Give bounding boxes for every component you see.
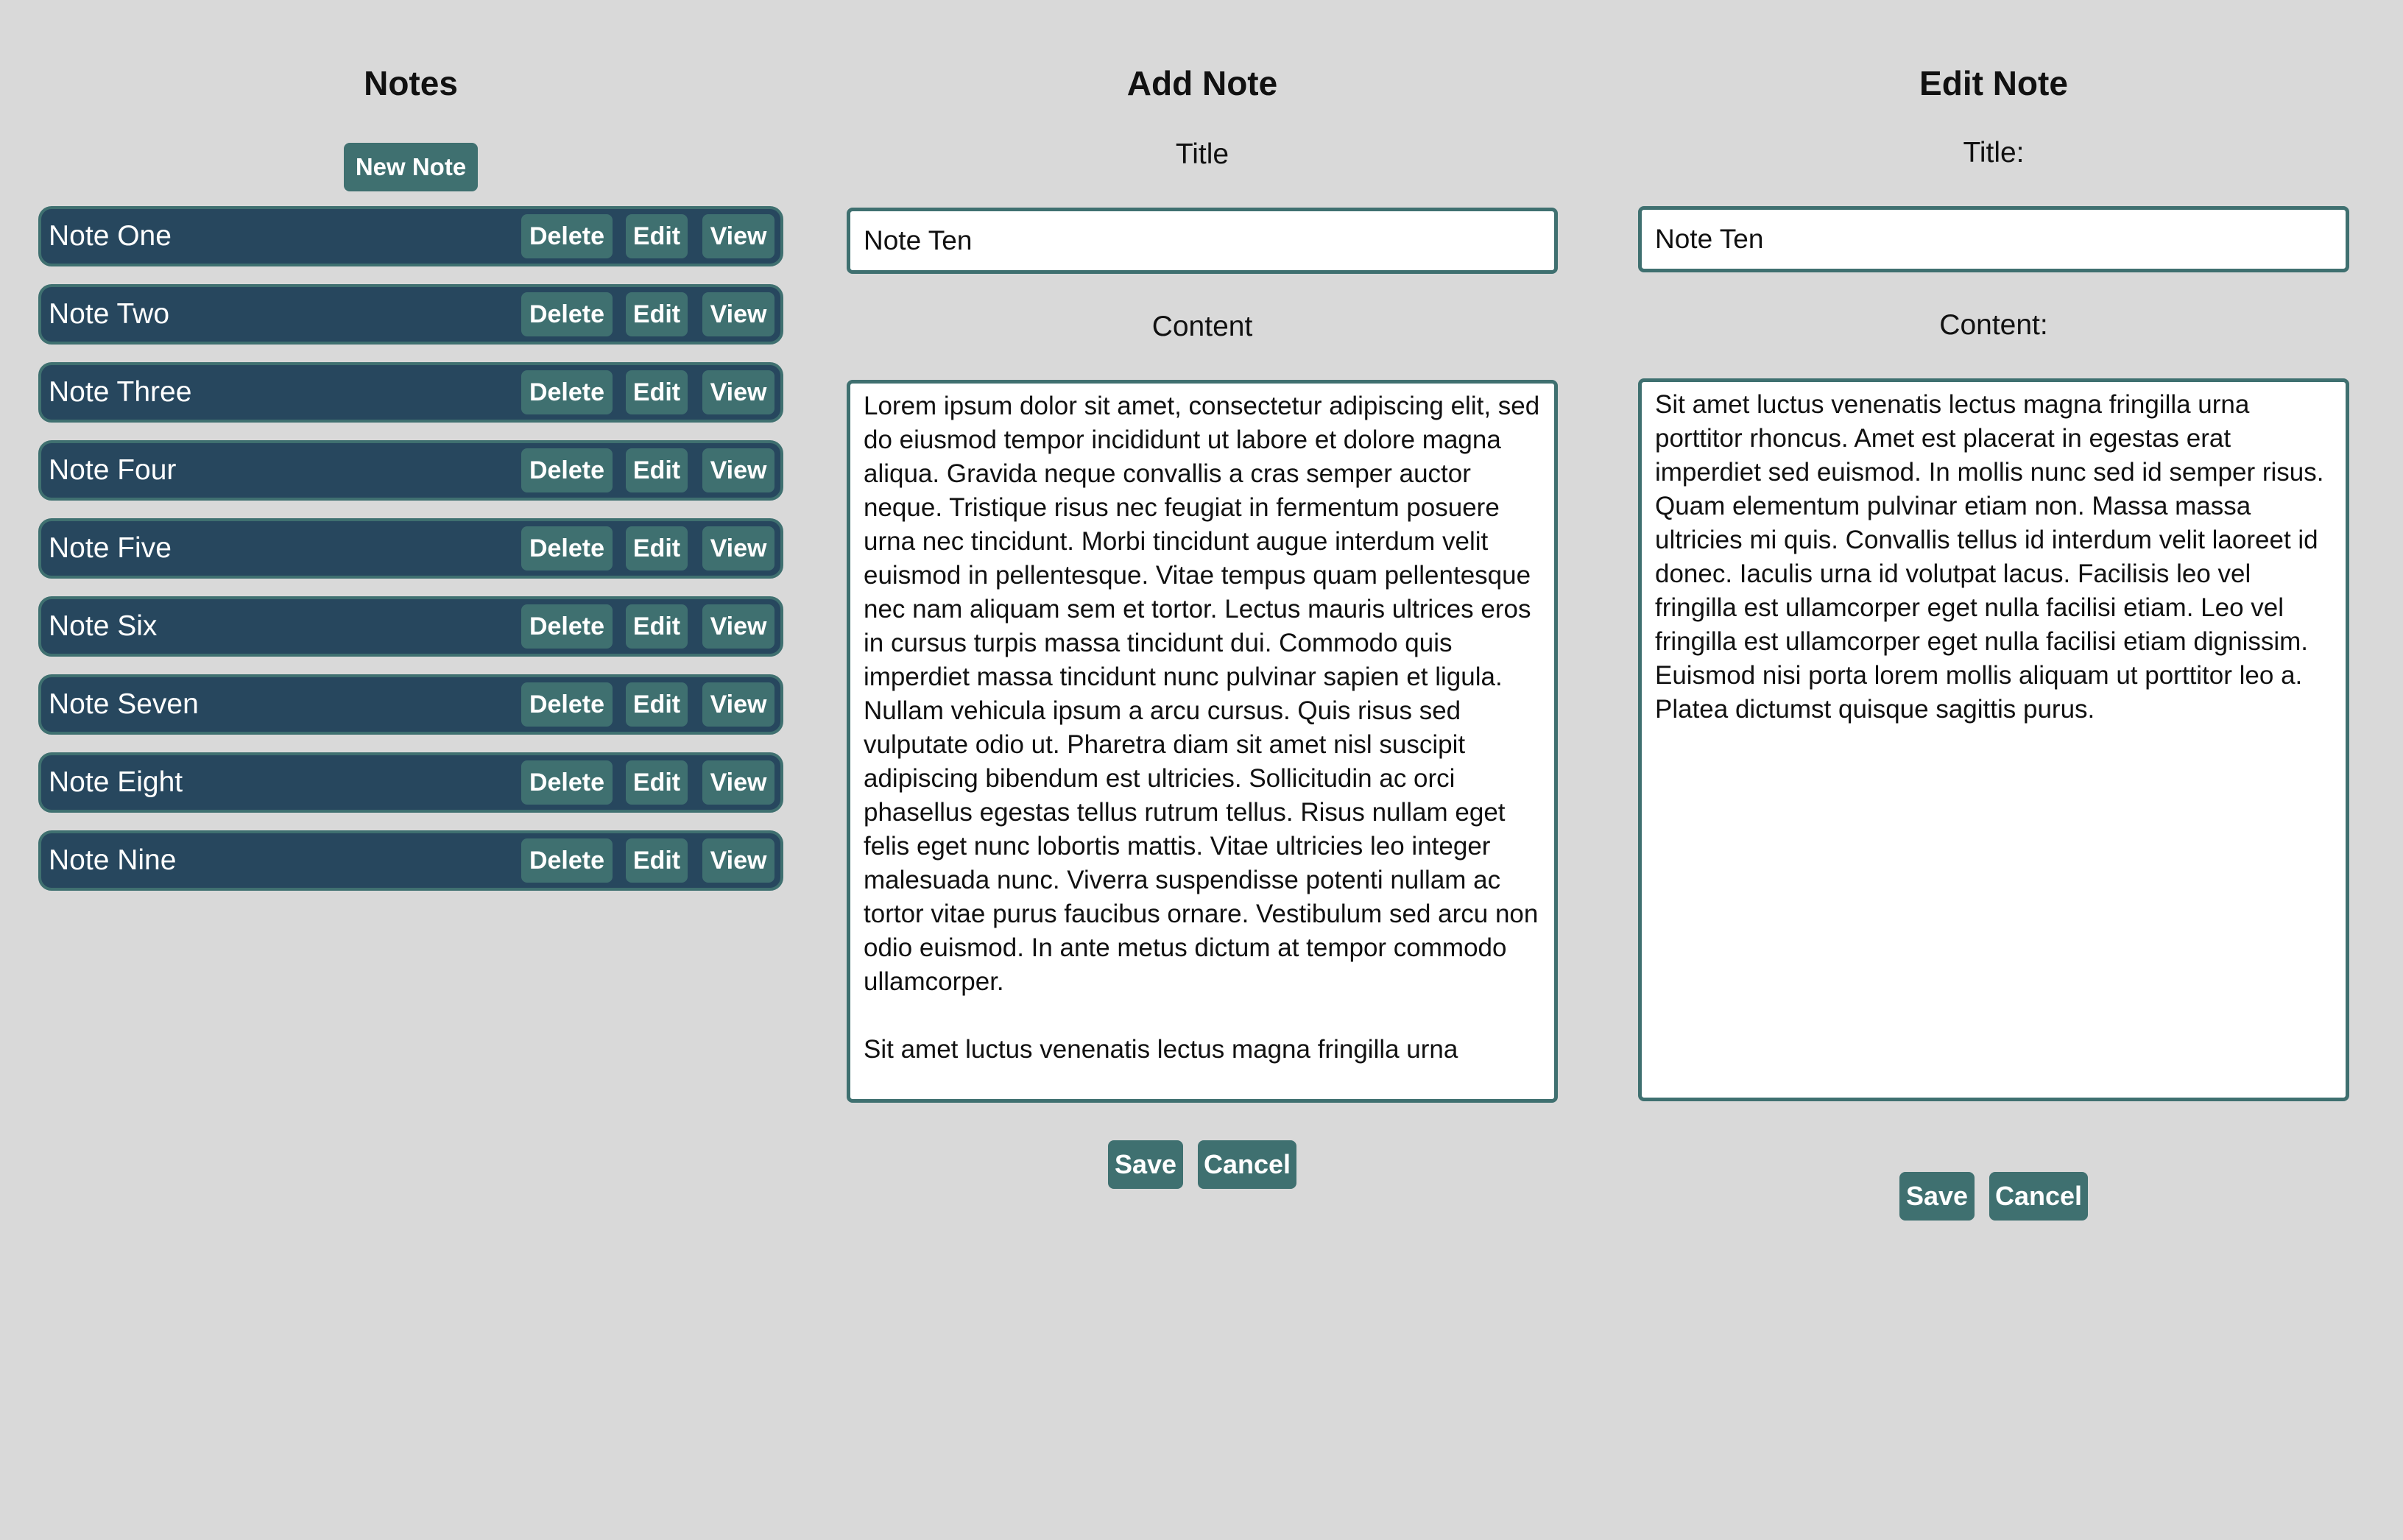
notes-panel bbox=[38, 0, 783, 1540]
add-content-textarea[interactable] bbox=[847, 380, 1558, 1103]
note-actions bbox=[508, 838, 774, 883]
note-title: Note Nine bbox=[49, 844, 177, 876]
note-title: Note Five bbox=[49, 532, 172, 564]
note-list-item bbox=[38, 518, 783, 579]
note-actions bbox=[508, 214, 774, 258]
note-title: Note Six bbox=[49, 610, 158, 642]
note-list-item bbox=[38, 830, 783, 891]
delete-note-button[interactable]: Delete bbox=[521, 370, 613, 414]
edit-note-button[interactable]: Edit bbox=[626, 760, 688, 805]
view-note-button[interactable]: View bbox=[702, 526, 774, 571]
view-note-button[interactable]: View bbox=[702, 448, 774, 492]
edit-note-button[interactable]: Edit bbox=[626, 526, 688, 571]
delete-note-button[interactable]: Delete bbox=[521, 682, 613, 727]
edit-content-label: Content: bbox=[1939, 309, 2048, 341]
delete-note-button[interactable]: Delete bbox=[521, 292, 613, 336]
delete-note-button[interactable]: Delete bbox=[521, 526, 613, 571]
view-note-button[interactable]: View bbox=[702, 292, 774, 336]
note-list-item bbox=[38, 674, 783, 735]
delete-note-button[interactable]: Delete bbox=[521, 760, 613, 805]
note-actions bbox=[508, 604, 774, 649]
note-list-item bbox=[38, 752, 783, 813]
add-content-label: Content bbox=[1151, 311, 1253, 342]
add-title-label: Title bbox=[1175, 138, 1229, 170]
notes-heading: Notes bbox=[364, 64, 458, 102]
note-actions bbox=[508, 292, 774, 336]
view-note-button[interactable]: View bbox=[702, 838, 774, 883]
note-title: Note One bbox=[49, 220, 172, 252]
view-note-button[interactable]: View bbox=[702, 682, 774, 727]
note-actions bbox=[508, 760, 774, 805]
edit-title-label: Title: bbox=[1963, 137, 2025, 169]
note-title: Note Three bbox=[49, 376, 192, 408]
edit-note-button[interactable]: Edit bbox=[626, 370, 688, 414]
edit-note-actions bbox=[1899, 1172, 2088, 1221]
note-title: Note Seven bbox=[49, 688, 199, 720]
add-title-input[interactable] bbox=[847, 208, 1558, 274]
view-note-button[interactable]: View bbox=[702, 760, 774, 805]
note-list-item bbox=[38, 440, 783, 501]
note-list-item bbox=[38, 284, 783, 345]
view-note-button[interactable]: View bbox=[702, 370, 774, 414]
edit-note-button[interactable]: Edit bbox=[626, 292, 688, 336]
notes-list bbox=[38, 206, 783, 908]
view-note-button[interactable]: View bbox=[702, 604, 774, 649]
note-actions bbox=[508, 370, 774, 414]
delete-note-button[interactable]: Delete bbox=[521, 604, 613, 649]
note-title: Note Eight bbox=[49, 766, 183, 798]
note-actions bbox=[508, 448, 774, 492]
delete-note-button[interactable]: Delete bbox=[521, 448, 613, 492]
edit-note-panel bbox=[1638, 0, 2349, 1540]
note-list-item bbox=[38, 206, 783, 266]
edit-cancel-button[interactable]: Cancel bbox=[1989, 1172, 2088, 1221]
edit-title-input[interactable] bbox=[1638, 206, 2349, 272]
add-note-panel bbox=[847, 0, 1558, 1540]
note-actions bbox=[508, 526, 774, 571]
add-cancel-button[interactable]: Cancel bbox=[1198, 1140, 1296, 1189]
new-note-button[interactable]: New Note bbox=[344, 143, 478, 191]
note-actions bbox=[508, 682, 774, 727]
edit-note-button[interactable]: Edit bbox=[626, 838, 688, 883]
note-title: Note Four bbox=[49, 454, 177, 486]
edit-note-button[interactable]: Edit bbox=[626, 604, 688, 649]
edit-note-button[interactable]: Edit bbox=[626, 214, 688, 258]
note-title: Note Two bbox=[49, 298, 170, 330]
view-note-button[interactable]: View bbox=[702, 214, 774, 258]
add-note-actions bbox=[1108, 1140, 1296, 1189]
edit-content-textarea[interactable] bbox=[1638, 378, 2349, 1101]
add-save-button[interactable]: Save bbox=[1108, 1140, 1183, 1189]
edit-save-button[interactable]: Save bbox=[1899, 1172, 1975, 1221]
add-note-heading: Add Note bbox=[1126, 64, 1278, 102]
delete-note-button[interactable]: Delete bbox=[521, 838, 613, 883]
edit-note-heading: Edit Note bbox=[1919, 64, 2068, 102]
edit-note-button[interactable]: Edit bbox=[626, 682, 688, 727]
delete-note-button[interactable]: Delete bbox=[521, 214, 613, 258]
note-list-item bbox=[38, 596, 783, 657]
edit-note-button[interactable]: Edit bbox=[626, 448, 688, 492]
note-list-item bbox=[38, 362, 783, 423]
